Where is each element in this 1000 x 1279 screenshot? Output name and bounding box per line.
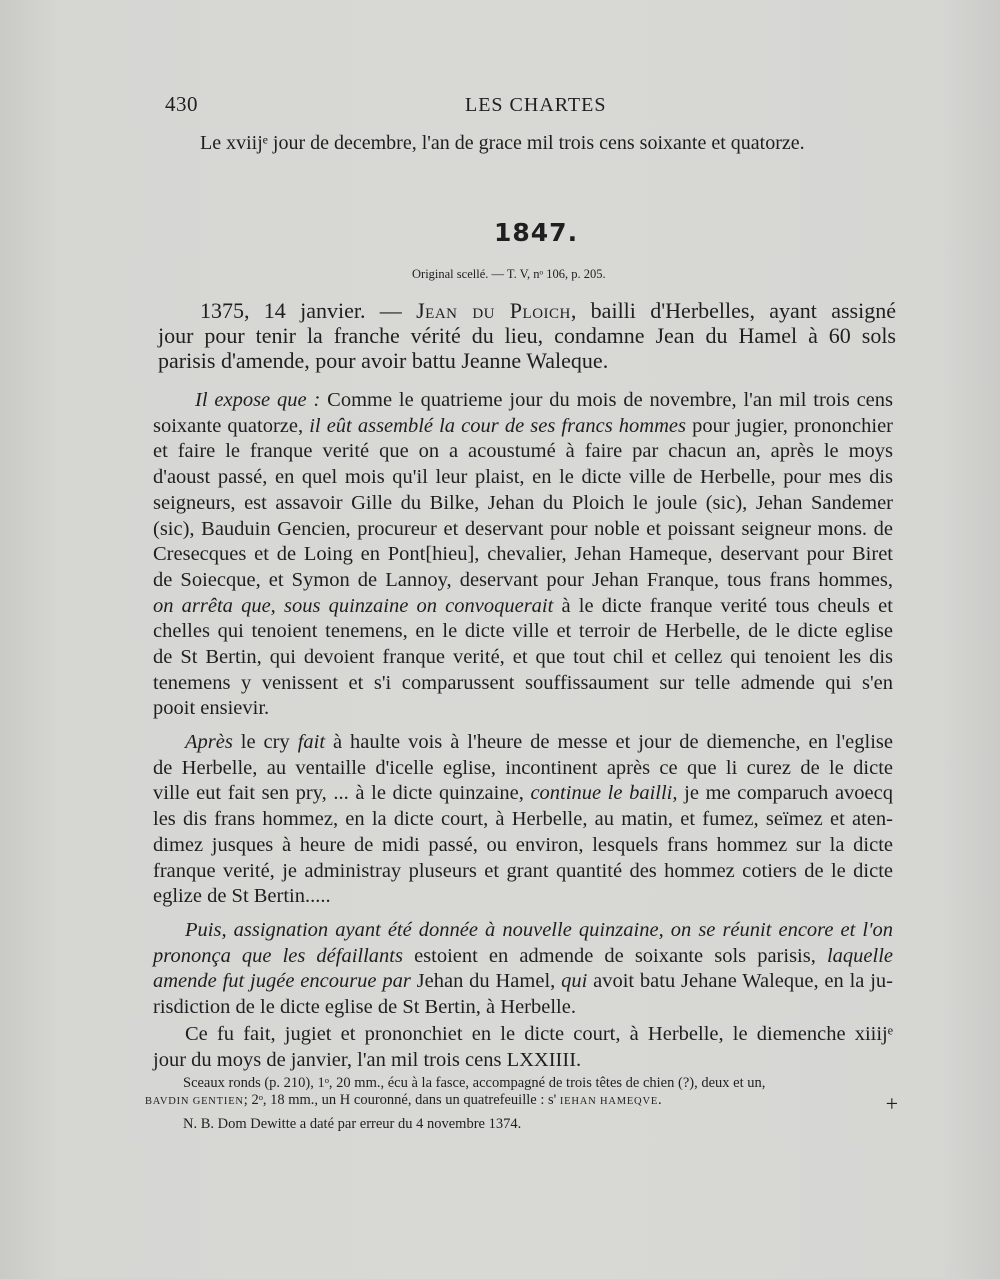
text-line: pooit ensievir. [153, 697, 270, 720]
text-line: Puis, assignation ayant été donnée à nouvelle quinzaine, on se réunit encore et l'on [185, 919, 893, 941]
cross-mark: + [885, 1091, 898, 1116]
text-line: les dis frans hommez, en la dicte court, à Herbelle, au matin, et fumez, seïmez et aten- [153, 808, 893, 831]
nb-note: N. B. Dom Dewitte a daté par erreur du 4 novembre 1374. [183, 1116, 522, 1132]
text-line: ville eut fait sen pry, ... à le dicte quinzaine, continue le bailli, je me comparuch avoecq [153, 782, 893, 805]
text-line: tenemens y venissent et s'i comparussent souffissaument sur telle admende qui s'en [153, 671, 893, 694]
previous-entry-end: Le xviijᵉ jour de decembre, l'an de grace mil trois cens soixante et quatorze. [200, 132, 805, 154]
text-line: chelles qui tenoient tenemens, en le dicte ville et terroir de Herbelle, de le dicte eglise [153, 620, 893, 643]
page-number: 430 [165, 92, 198, 116]
page-header [165, 92, 805, 122]
paragraph-4 [153, 1022, 893, 1073]
paragraph-2 [153, 730, 893, 910]
text-line: d'aoust passé, en quel mois qu'il leur plaist, en le dicte ville de Herbelle, pour mes dis [153, 466, 893, 489]
text-line: jour du moys de janvier, l'an mil trois cens LXXIIII. [153, 1048, 582, 1071]
text-line: Cresecques et de Loing en Pont[hieu], chevalier, Jehan Hameque, deservant pour Biret [153, 543, 893, 566]
text-line: Ce fu fait, jugiet et prononchiet en le dicte court, à Herbelle, le diemenche xiiijᵉ [185, 1023, 893, 1045]
text-line: Il expose que : Comme le quatrieme jour du mois de novembre, l'an mil trois cens [195, 389, 893, 411]
summary-line: 1375, 14 janvier. — Jean du Ploich, bailli d'Herbelles, ayant assigné [200, 298, 896, 323]
text-line: eglize de St Bertin..... [153, 885, 331, 908]
text-line: Après le cry fait à haulte vois à l'heure de messe et jour de diemenche, en l'eglise [185, 731, 893, 753]
summary-line: jour pour tenir la franche vérité du lieu, condamne Jean du Hamel à 60 sols [158, 323, 896, 348]
footnotes [145, 1075, 898, 1133]
text-line: (sic), Bauduin Gencien, procureur et deservant pour noble et poissant seigneur mons. de [153, 517, 893, 540]
text-line: soixante quatorze, il eût assemblé la cour de ses francs hommes pour jugier, prononchier [153, 414, 894, 437]
entry-number: 1847. [494, 218, 579, 247]
entry-source: Original scellé. — T. V, nᵒ 106, p. 205. [412, 267, 606, 281]
seal-note: Sceaux ronds (p. 210), 1ᵒ, 20 mm., écu à la fasce, accompagné de trois têtes de chien (?), deux et un, + [183, 1075, 898, 1116]
text-line: et faire le franque verité que on a acoustumé à faire par chacun an, après le moys [153, 440, 893, 463]
bailiff-name: Jean du Ploich [416, 298, 571, 323]
text-line: risdiction de le dicte eglise de St Bertin, à Herbelle. [153, 996, 576, 1019]
text-line: amende fut jugée encourue par Jehan du Hamel, qui avoit batu Jehane Waleque, en la ju- [153, 970, 893, 993]
text-line: on arrêta que, sous quinzaine on convoquerait à le dicte franque verité tous cheuls et [153, 594, 893, 617]
text-line: seigneurs, est assavoir Gille du Bilke, Jehan du Ploich le joule (sic), Jehan Sandemer [153, 491, 893, 514]
text-line: prononça que les défaillants estoient en admende de soixante sols parisis, laquelle [153, 944, 893, 967]
text-line: franque verité, je administray pluseurs et grant quantité des hommez cotiers de le dicte [153, 859, 893, 882]
seal-note: BAVDIN GENTIEN; 2ᵒ, 18 mm., un H couronné, dans un quatrefeuille : s' IEHAN HAMEQVE. [145, 1092, 662, 1108]
text-line: de Herbelle, au ventaille d'icelle eglise, incontinent après ce que li curez de le dicte [153, 756, 893, 779]
paragraph-3 [153, 918, 893, 1021]
text-line: de Soiecque, et Symon de Lannoy, deservant pour Jehan Franque, tous frans hommes, [153, 568, 893, 591]
paragraph-1 [153, 388, 893, 722]
seal-legend: IEHAN HAMEQVE [559, 1096, 659, 1107]
running-head: LES CHARTES [465, 94, 607, 116]
text-line: dimez jusques à heure de midi passé, ou environ, lesquels frans hommez sur la dicte [153, 833, 893, 856]
text-line: de St Bertin, qui devoient franque verité, et que tout chil et cellez qui tenoient les dis [153, 646, 893, 669]
entry-summary [158, 298, 896, 373]
seal-legend: BAVDIN GENTIEN [145, 1096, 244, 1107]
summary-line: parisis d'amende, pour avoir battu Jeanne Waleque. [158, 348, 609, 373]
